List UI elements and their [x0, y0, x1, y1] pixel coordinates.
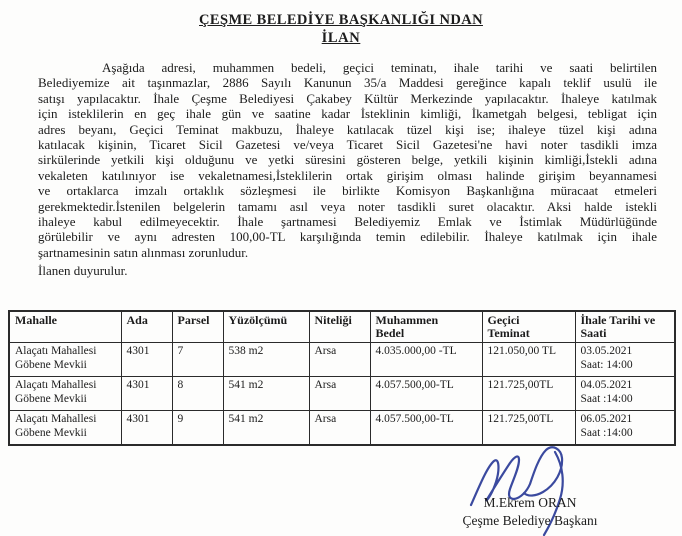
cell-gecici-teminat: 121.050,00 TL — [482, 343, 575, 377]
col-header-yuzolcumu: Yüzölçümü — [223, 311, 309, 343]
col-header-mahalle: Mahalle — [9, 311, 121, 343]
cell-ada: 4301 — [121, 411, 172, 446]
cell-yuzolcumu: 541 m2 — [223, 377, 309, 411]
table-row — [9, 411, 675, 446]
table-row — [9, 377, 675, 411]
col-header-ihale-tarihi: İhale Tarihi ve Saati — [575, 311, 675, 343]
cell-niteligi: Arsa — [309, 411, 370, 446]
col-header-muhammen-bedel: Muhammen Bedel — [370, 311, 482, 343]
cell-ada: 4301 — [121, 377, 172, 411]
announcement-paragraph — [38, 60, 657, 260]
cell-muhammen-bedel: 4.057.500,00-TL — [370, 411, 482, 446]
tender-table — [8, 310, 676, 447]
cell-ihale-tarihi: 06.05.2021 Saat :14:00 — [575, 411, 675, 446]
cell-gecici-teminat: 121.725,00TL — [482, 411, 575, 446]
table-header-row — [9, 311, 675, 343]
paragraph-line: sirkülerinde yetkili kişi olduğunu ve yetki süresini gösteren belge, yetkili kişinin kimliği,İstekli adına — [38, 152, 657, 168]
paragraph-line: şartnamesinin satın alınması zorunludur. — [38, 244, 249, 260]
cell-ihale-tarihi: 04.05.2021 Saat :14:00 — [575, 377, 675, 411]
cell-parsel: 7 — [172, 343, 223, 377]
paragraph-line: satışı yapılacaktır. İhale Çeşme Belediyesi Çakabey Kültür Merkezinde yapılacaktır. İhaleye katılmak — [38, 90, 657, 106]
paragraph-line: ihaleye kabul edilmeyecektir. İhale şartnamesi Belediyemiz Emlak ve İstimlak Müdürlüğünde — [38, 214, 657, 230]
cell-niteligi: Arsa — [309, 343, 370, 377]
cell-parsel: 9 — [172, 411, 223, 446]
cell-ada: 4301 — [121, 343, 172, 377]
paragraph-line: Aşağıda adresi, muhammen bedeli, geçici teminatı, ihale tarihi ve saati belirtilen — [102, 60, 657, 75]
cell-muhammen-bedel: 4.057.500,00-TL — [370, 377, 482, 411]
cell-niteligi: Arsa — [309, 377, 370, 411]
closing-line: İlanen duyurulur. — [38, 263, 128, 279]
cell-ihale-tarihi: 03.05.2021 Saat: 14:00 — [575, 343, 675, 377]
paragraph-line: ve ortaklarca imzalı ortaklık sözleşmesi ile birlikte Komisyon Başkanlığına müracaat etmeleri — [38, 183, 657, 199]
cell-muhammen-bedel: 4.035.000,00 -TL — [370, 343, 482, 377]
signatory-name: M.Ekrem ORAN — [483, 495, 577, 510]
col-header-parsel: Parsel — [172, 311, 223, 343]
cell-yuzolcumu: 538 m2 — [223, 343, 309, 377]
cell-yuzolcumu: 541 m2 — [223, 411, 309, 446]
col-header-niteligi: Niteliği — [309, 311, 370, 343]
document-header — [0, 0, 682, 47]
ilan-subtitle: İLAN — [321, 30, 361, 46]
paragraph-line: katılacak kişinin, Ticaret Sicil Gazetesi ve/veya Ticaret Sicil Gazetesi'ne havi noter tasdikli imza — [38, 137, 657, 153]
paragraph-line: gerekmektedir.İstenilen belgelerin tamamı asıl veya noter tasdikli suret olacaktır. Aksi halde istekli — [38, 198, 657, 214]
paragraph-line: için isteklilerin en geç ihale gün ve saatine kadar İsteklinin kimliği, İkametgah belgesi, tebligat için — [38, 106, 657, 122]
col-header-ada: Ada — [121, 311, 172, 343]
col-header-gecici-teminat: Geçici Teminat — [482, 311, 575, 343]
paragraph-line: Belediyemize ait taşınmazlar, 2886 Sayılı Kanunun 35/a Maddesi gereğince kapalı teklif usulü ile — [38, 75, 657, 91]
page-title: ÇEŞME BELEDİYE BAŞKANLIĞI NDAN — [199, 12, 483, 28]
table-row — [9, 343, 675, 377]
paragraph-line: görülebilir ve aynı adresten 100,00-TL karşılığında temin edilebilir. İhaleye katılmak için ihale — [38, 229, 657, 245]
signature-block — [430, 494, 630, 529]
paragraph-line: vekaleten katılınıyor ise vekaletnamesi,İsteklilerin ortak girişim olması halinde girişim beyannamesi — [38, 167, 657, 183]
cell-mahalle: Alaçatı Mahallesi Göbene Mevkii — [9, 343, 121, 377]
cell-parsel: 8 — [172, 377, 223, 411]
cell-mahalle: Alaçatı Mahallesi Göbene Mevkii — [9, 411, 121, 446]
paragraph-line: adres beyanı, Geçici Teminat makbuzu, İhaleye katılacak tüzel kişi ise; ihaleye tüzel kişi adına — [38, 121, 657, 137]
cell-mahalle: Alaçatı Mahallesi Göbene Mevkii — [9, 377, 121, 411]
cell-gecici-teminat: 121.725,00TL — [482, 377, 575, 411]
signatory-title: Çeşme Belediye Başkanı — [462, 512, 598, 528]
